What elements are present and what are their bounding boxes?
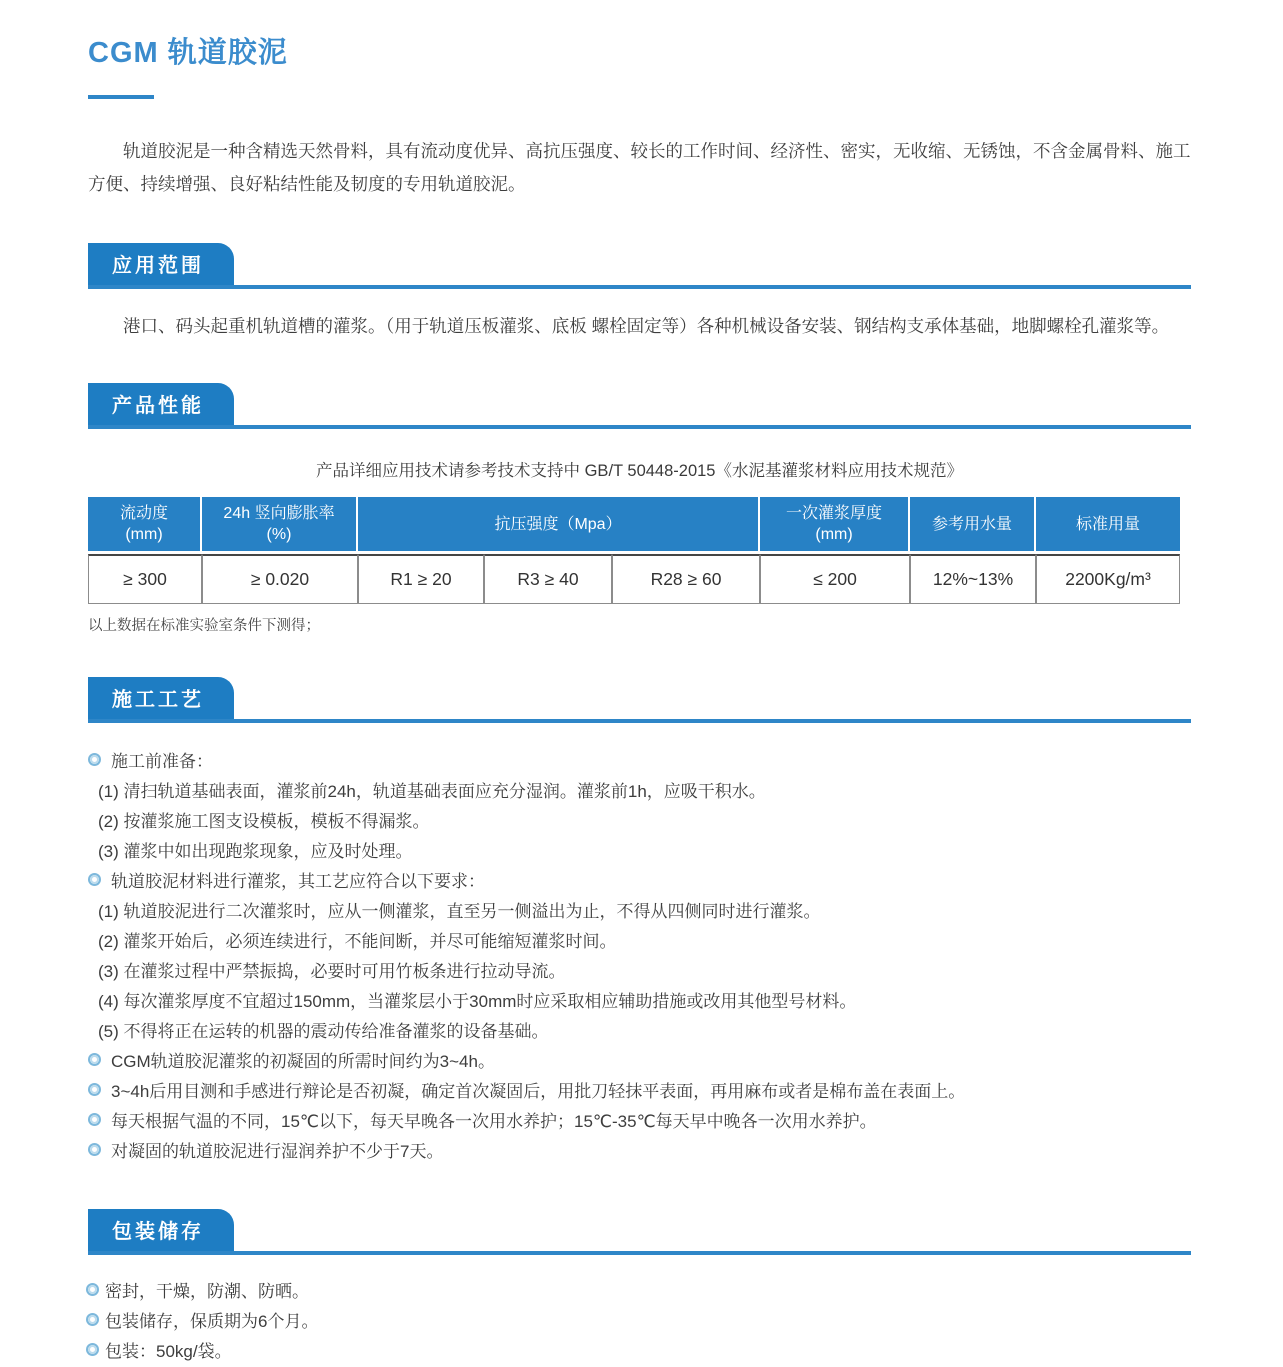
list-item: (2) 灌浆开始后，必须连续进行，不能间断，并尽可能缩短灌浆时间。	[98, 932, 617, 951]
list-item: 施工前准备：	[88, 747, 1191, 777]
col-header-water-usage: 参考用水量	[910, 497, 1036, 554]
table-header-row	[88, 497, 1180, 554]
table-row	[88, 554, 1180, 604]
table-cell-thickness: ≤ 200	[760, 554, 910, 604]
list-item: 包装储存，保质期为6个月。	[88, 1307, 1191, 1337]
section-tab-application: 应用范围	[88, 243, 234, 285]
table-cell-r1: R1 ≥ 20	[358, 554, 484, 604]
bullseye-bullet-icon	[88, 1285, 97, 1294]
bullseye-bullet-icon	[90, 875, 99, 884]
col-header-standard-dosage: 标准用量	[1036, 497, 1180, 554]
table-cell-r28: R28 ≥ 60	[612, 554, 760, 604]
list-item: 包装：50kg/袋。	[88, 1337, 1191, 1367]
list-item: (2) 按灌浆施工图支设模板，模板不得漏浆。	[98, 812, 430, 831]
table-cell-flow: ≥ 300	[88, 554, 202, 604]
table-cell-r3: R3 ≥ 40	[484, 554, 612, 604]
table-footnote: 以上数据在标准实验室条件下测得；	[88, 618, 320, 634]
list-item: 对凝固的轨道胶泥进行湿润养护不少于7天。	[88, 1137, 1191, 1167]
performance-note: 产品详细应用技术请参考技术支持中 GB/T 50448-2015《水泥基灌浆材料应用技术规范》	[316, 462, 963, 480]
spec-table	[88, 497, 1180, 604]
col-header-expansion: 24h 竖向膨胀率 (%)	[202, 497, 358, 554]
bullseye-bullet-icon	[90, 755, 99, 764]
list-item: (1) 清扫轨道基础表面，灌浆前24h，轨道基础表面应充分湿润。灌浆前1h，应吸干积水。	[98, 782, 766, 801]
section-tab-packaging: 包装储存	[88, 1209, 234, 1251]
list-item: (4) 每次灌浆厚度不宜超过150mm，当灌浆层小于30mm时应采取相应辅助措施或改用其他型号材料。	[98, 992, 857, 1011]
section-header-application	[88, 243, 1191, 289]
list-item: 密封，干燥，防潮、防晒。	[88, 1277, 1191, 1307]
bullseye-bullet-icon	[90, 1145, 99, 1154]
section-header-packaging	[88, 1209, 1191, 1255]
bullseye-bullet-icon	[90, 1055, 99, 1064]
list-item: (3) 灌浆中如出现跑浆现象，应及时处理。	[98, 842, 413, 861]
construction-list	[88, 747, 1191, 1167]
section-header-performance	[88, 383, 1191, 429]
title-underline	[88, 95, 154, 99]
list-item: (5) 不得将正在运转的机器的震动传给准备灌浆的设备基础。	[98, 1022, 549, 1041]
list-item: CGM轨道胶泥灌浆的初凝固的所需时间约为3~4h。	[88, 1047, 1191, 1077]
bullseye-bullet-icon	[90, 1115, 99, 1124]
section-tab-performance: 产品性能	[88, 383, 234, 425]
col-header-grout-thickness: 一次灌浆厚度 (mm)	[760, 497, 910, 554]
list-item: 轨道胶泥材料进行灌浆，其工艺应符合以下要求：	[88, 867, 1191, 897]
list-item: (3) 在灌浆过程中严禁振捣，必要时可用竹板条进行拉动导流。	[98, 962, 566, 981]
section-header-construction	[88, 677, 1191, 723]
list-item: 每天根据气温的不同，15℃以下，每天早晚各一次用水养护；15℃-35℃每天早中晚各一次用水养护。	[88, 1107, 1191, 1137]
bullseye-bullet-icon	[88, 1345, 97, 1354]
list-item: 3~4h后用目测和手感进行辩论是否初凝，确定首次凝固后，用批刀轻抹平表面，再用麻布或者是棉布盖在表面上。	[88, 1077, 1191, 1107]
packaging-list	[88, 1277, 1191, 1367]
intro-paragraph: 轨道胶泥是一种含精选天然骨料，具有流动度优异、高抗压强度、较长的工作时间、经济性、密实，无收缩、无锈蚀，不含金属骨料、施工方便、持续增强、良好粘结性能及韧度的专用轨道胶泥。	[88, 141, 1191, 194]
page-title: CGM 轨道胶泥	[88, 37, 288, 69]
list-item: (1) 轨道胶泥进行二次灌浆时，应从一侧灌浆，直至另一侧溢出为止，不得从四侧同时进行灌浆。	[98, 902, 821, 921]
bullseye-bullet-icon	[90, 1085, 99, 1094]
table-cell-dosage: 2200Kg/m³	[1036, 554, 1180, 604]
table-cell-water: 12%~13%	[910, 554, 1036, 604]
col-header-compressive-strength: 抗压强度（Mpa）	[358, 497, 760, 554]
section-tab-construction: 施工工艺	[88, 677, 234, 719]
application-body: 港口、码头起重机轨道槽的灌浆。（用于轨道压板灌浆、底板 螺栓固定等）各种机械设备安装、钢结构支承体基础，地脚螺栓孔灌浆等。	[123, 316, 1170, 336]
bullseye-bullet-icon	[88, 1315, 97, 1324]
col-header-flow: 流动度 (mm)	[88, 497, 202, 554]
table-cell-expansion: ≥ 0.020	[202, 554, 358, 604]
